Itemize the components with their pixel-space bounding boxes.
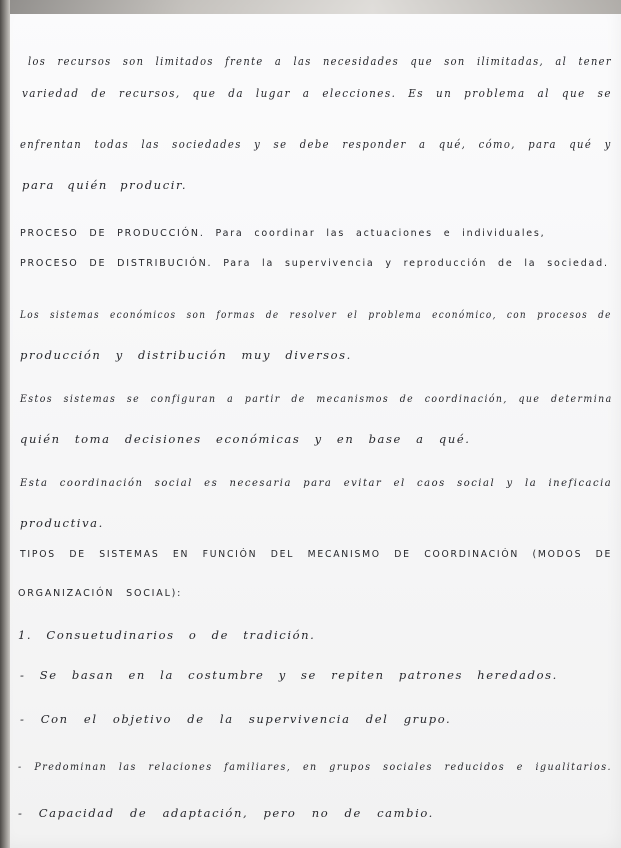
text-line-7: Los sistemas económicos son formas de resolver el problema económico, con procesos de <box>20 309 612 321</box>
bullet-item-4: - Capacidad de adaptación, pero no de cambio. <box>18 806 434 820</box>
bullet-item-2: - Con el objetivo de la supervivencia del grupo. <box>20 712 452 726</box>
heading-produccion: PROCESO DE PRODUCCIÓN. Para coordinar las actuaciones e individuales, <box>20 228 546 239</box>
text-line-4: para quién producir. <box>22 178 188 192</box>
text-line-3: enfrentan todas las sociedades y se debe responder a qué, cómo, para qué y <box>20 137 612 151</box>
page-left-edge <box>0 0 10 848</box>
text-line-1: los recursos son limitados frente a las necesidades que son ilimitadas, al tener <box>28 54 612 68</box>
text-line-8: producción y distribución muy diversos. <box>20 348 352 362</box>
bullet-item-3: - Predominan las relaciones familiares, en grupos sociales reducidos e igualitarios. <box>18 761 613 773</box>
list-item-1-title: 1. Consuetudinarios o de tradición. <box>18 628 316 642</box>
text-line-2: variedad de recursos, que da lugar a elecciones. Es un problema al que se <box>22 86 612 100</box>
text-line-11: Esta coordinación social es necesaria para evitar el caos social y la ineficacia <box>20 477 613 489</box>
heading-distribucion: PROCESO DE DISTRIBUCIÓN. Para la supervivencia y reproducción de la sociedad. <box>20 258 609 269</box>
heading-tipos-sistemas: TIPOS DE SISTEMAS EN FUNCIÓN DEL MECANISMO DE COORDINACIÓN (MODOS DE <box>20 549 613 560</box>
text-line-9: Estos sistemas se configuran a partir de mecanismos de coordinación, que determina <box>20 393 613 405</box>
page-top-edge <box>0 0 621 14</box>
bullet-item-1: - Se basan en la costumbre y se repiten patrones heredados. <box>20 668 558 682</box>
heading-organizacion-social: ORGANIZACIÓN SOCIAL): <box>18 588 183 599</box>
text-line-10: quién toma decisiones económicas y en base a qué. <box>20 432 471 446</box>
text-line-12: productiva. <box>20 516 104 530</box>
